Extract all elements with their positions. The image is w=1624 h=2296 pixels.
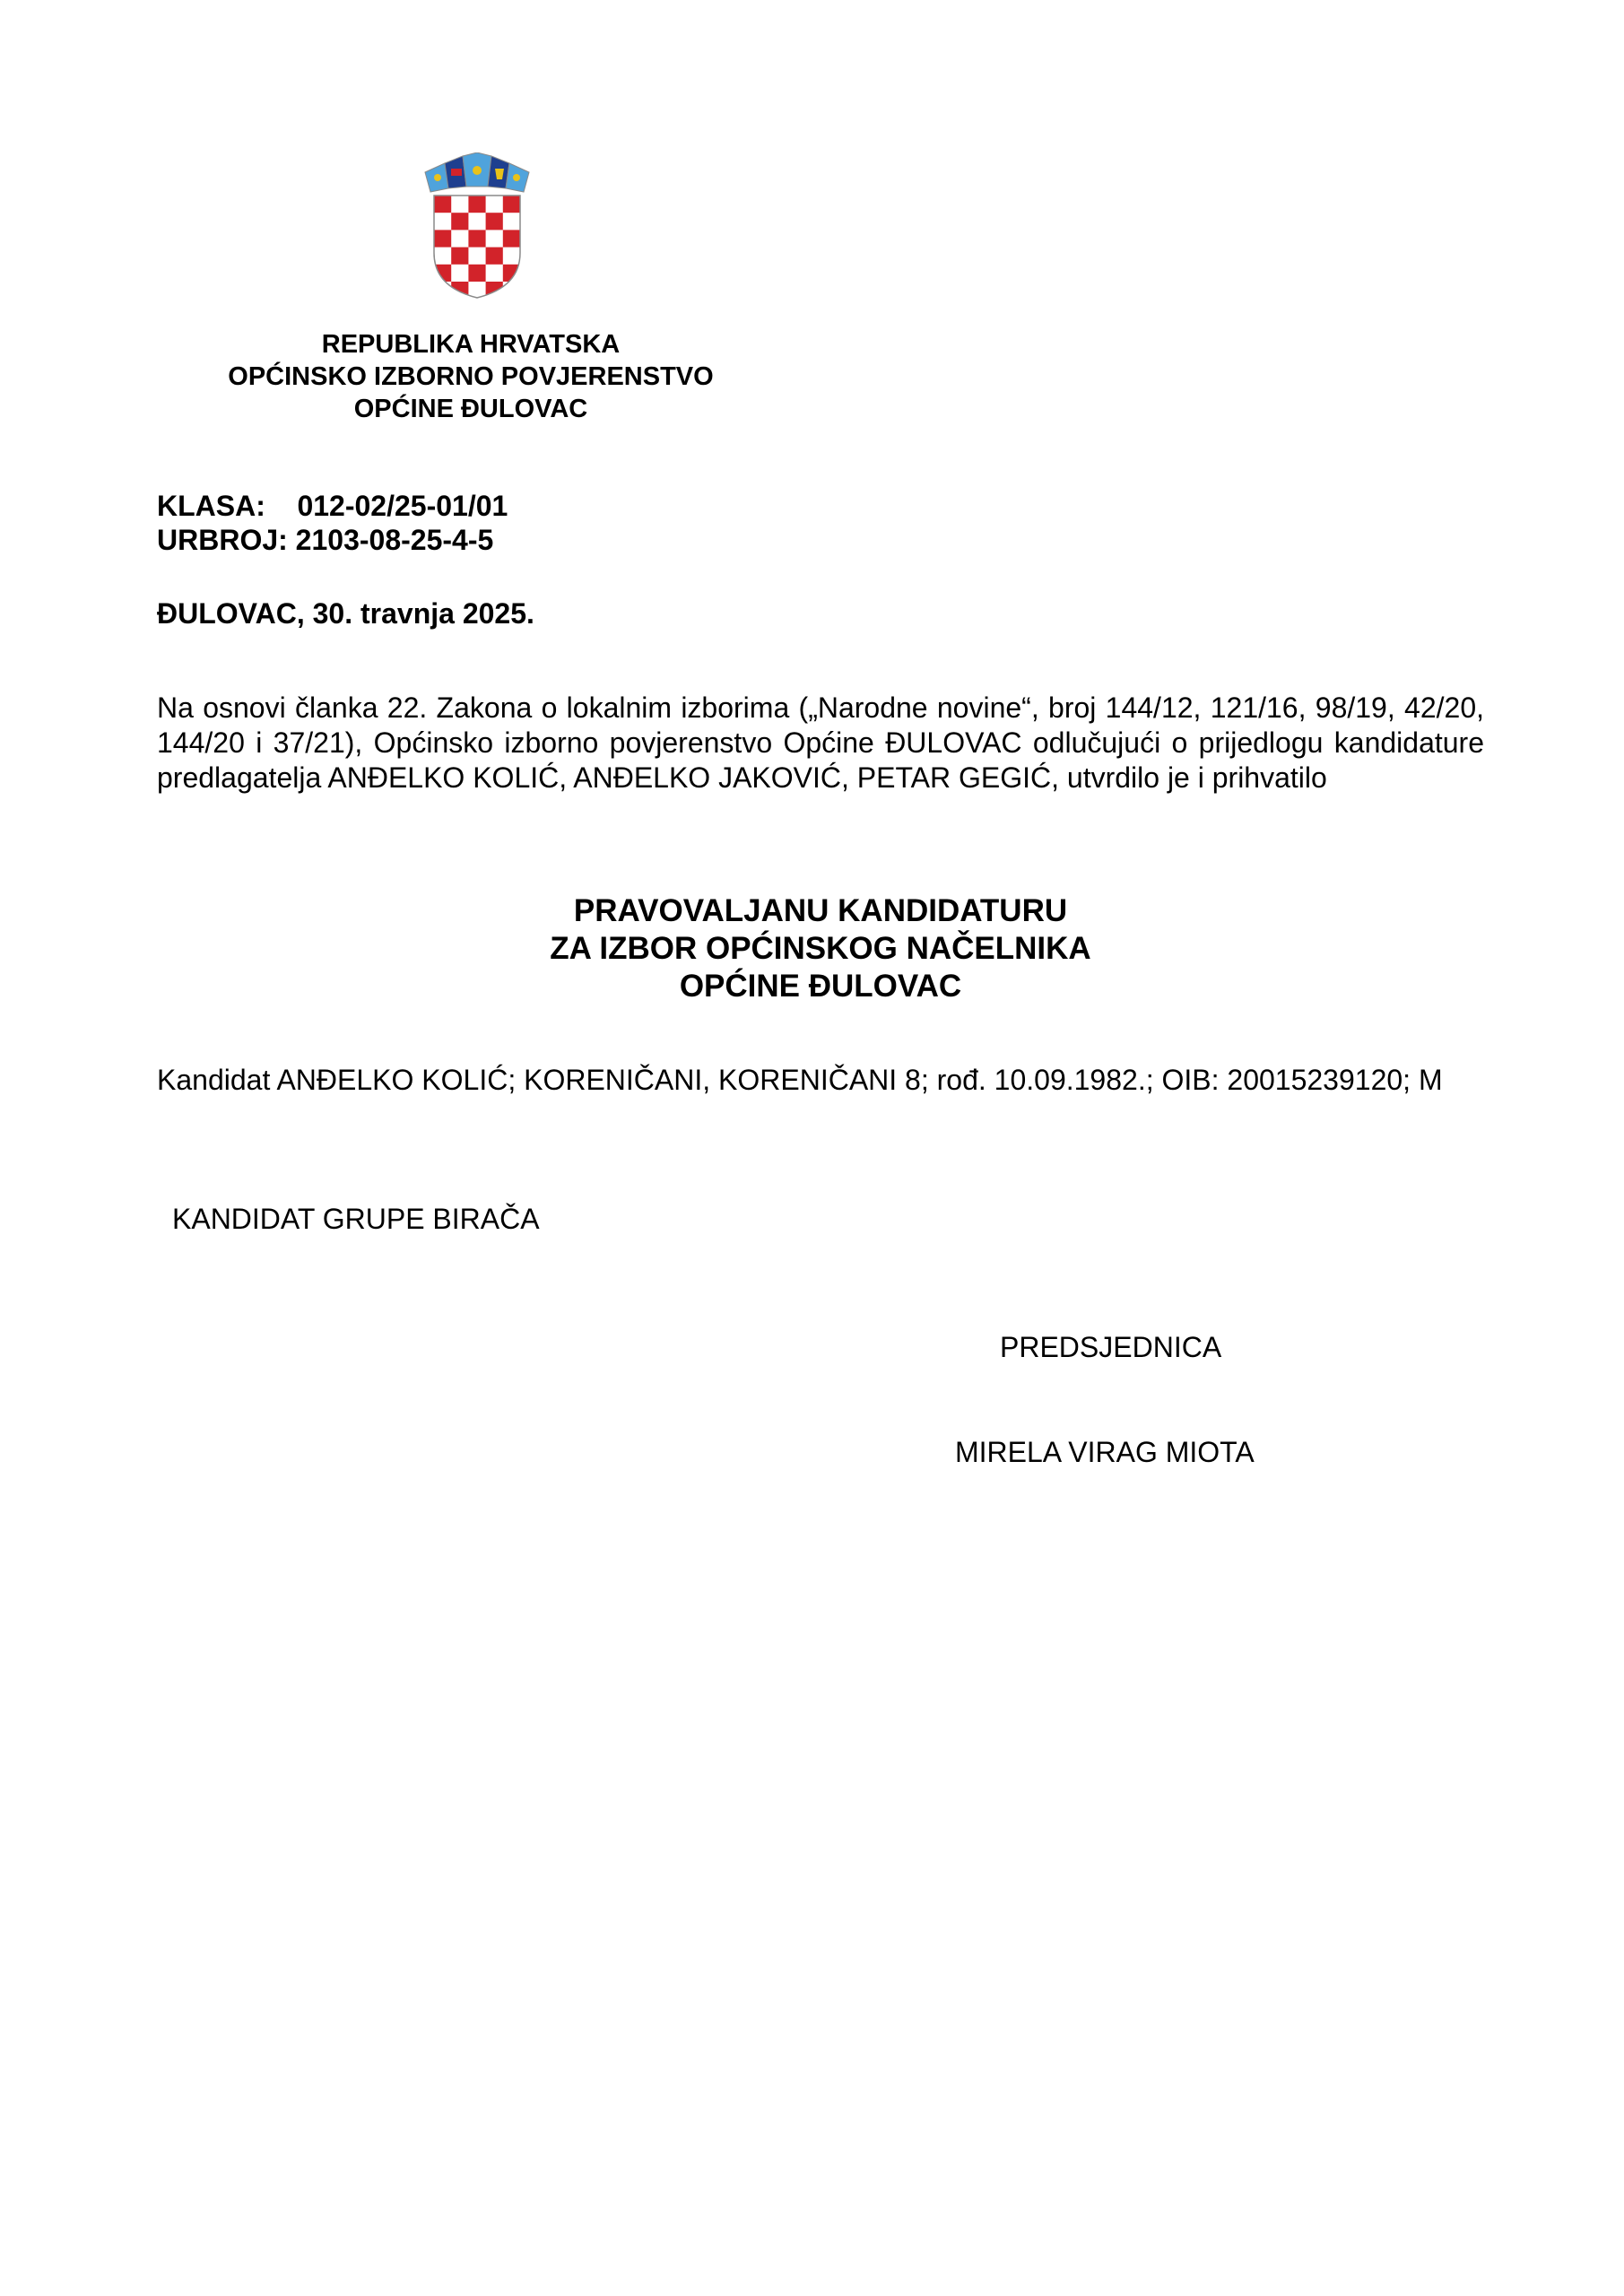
header-line-republic: REPUBLIKA HRVATSKA	[321, 330, 621, 359]
place-date-line: ĐULOVAC, 30. travnja 2025.	[157, 597, 534, 630]
voter-group-label: KANDIDAT GRUPE BIRAČA	[172, 1203, 540, 1235]
header-line-municipality: OPĆINE ĐULOVAC	[353, 395, 588, 423]
decision-title-line2: ZA IZBOR OPĆINSKOG NAČELNIKA	[550, 931, 1091, 966]
urbroj-reference: URBROJ: 2103-08-25-4-5	[157, 524, 494, 556]
decision-title-line1: PRAVOVALJANU KANDIDATURU	[573, 893, 1068, 928]
candidate-details: Kandidat ANĐELKO KOLIĆ; KORENIČANI, KORENIČANI 8; rođ. 10.09.1982.; OIB: 20015239120; M	[157, 1064, 1443, 1096]
klasa-reference: KLASA: 012-02/25-01/01	[157, 490, 508, 522]
header-line-committee: OPĆINSKO IZBORNO POVJERENSTVO	[228, 362, 714, 391]
crown	[425, 152, 529, 192]
legal-basis-paragraph: Na osnovi članka 22. Zakona o lokalnim izborima („Narodne novine“, broj 144/12, 121/16, 98/19, 42/20, 144/20 i 37/21), Općinsko izborno povjerenstvo Općine ĐULOVAC odlučujući o prijedlogu kandidature predlagatelja ANĐELKO KOLIĆ, ANĐELKO JAKOVIĆ, PETAR GEGIĆ, utvrdilo je i prihvatilo	[157, 691, 1484, 794]
signatory-title: PREDSJEDNICA	[1000, 1331, 1222, 1363]
decision-title-line3: OPĆINE ĐULOVAC	[679, 969, 962, 1004]
coat-of-arms-icon	[421, 152, 533, 300]
signatory-name: MIRELA VIRAG MIOTA	[955, 1436, 1255, 1468]
